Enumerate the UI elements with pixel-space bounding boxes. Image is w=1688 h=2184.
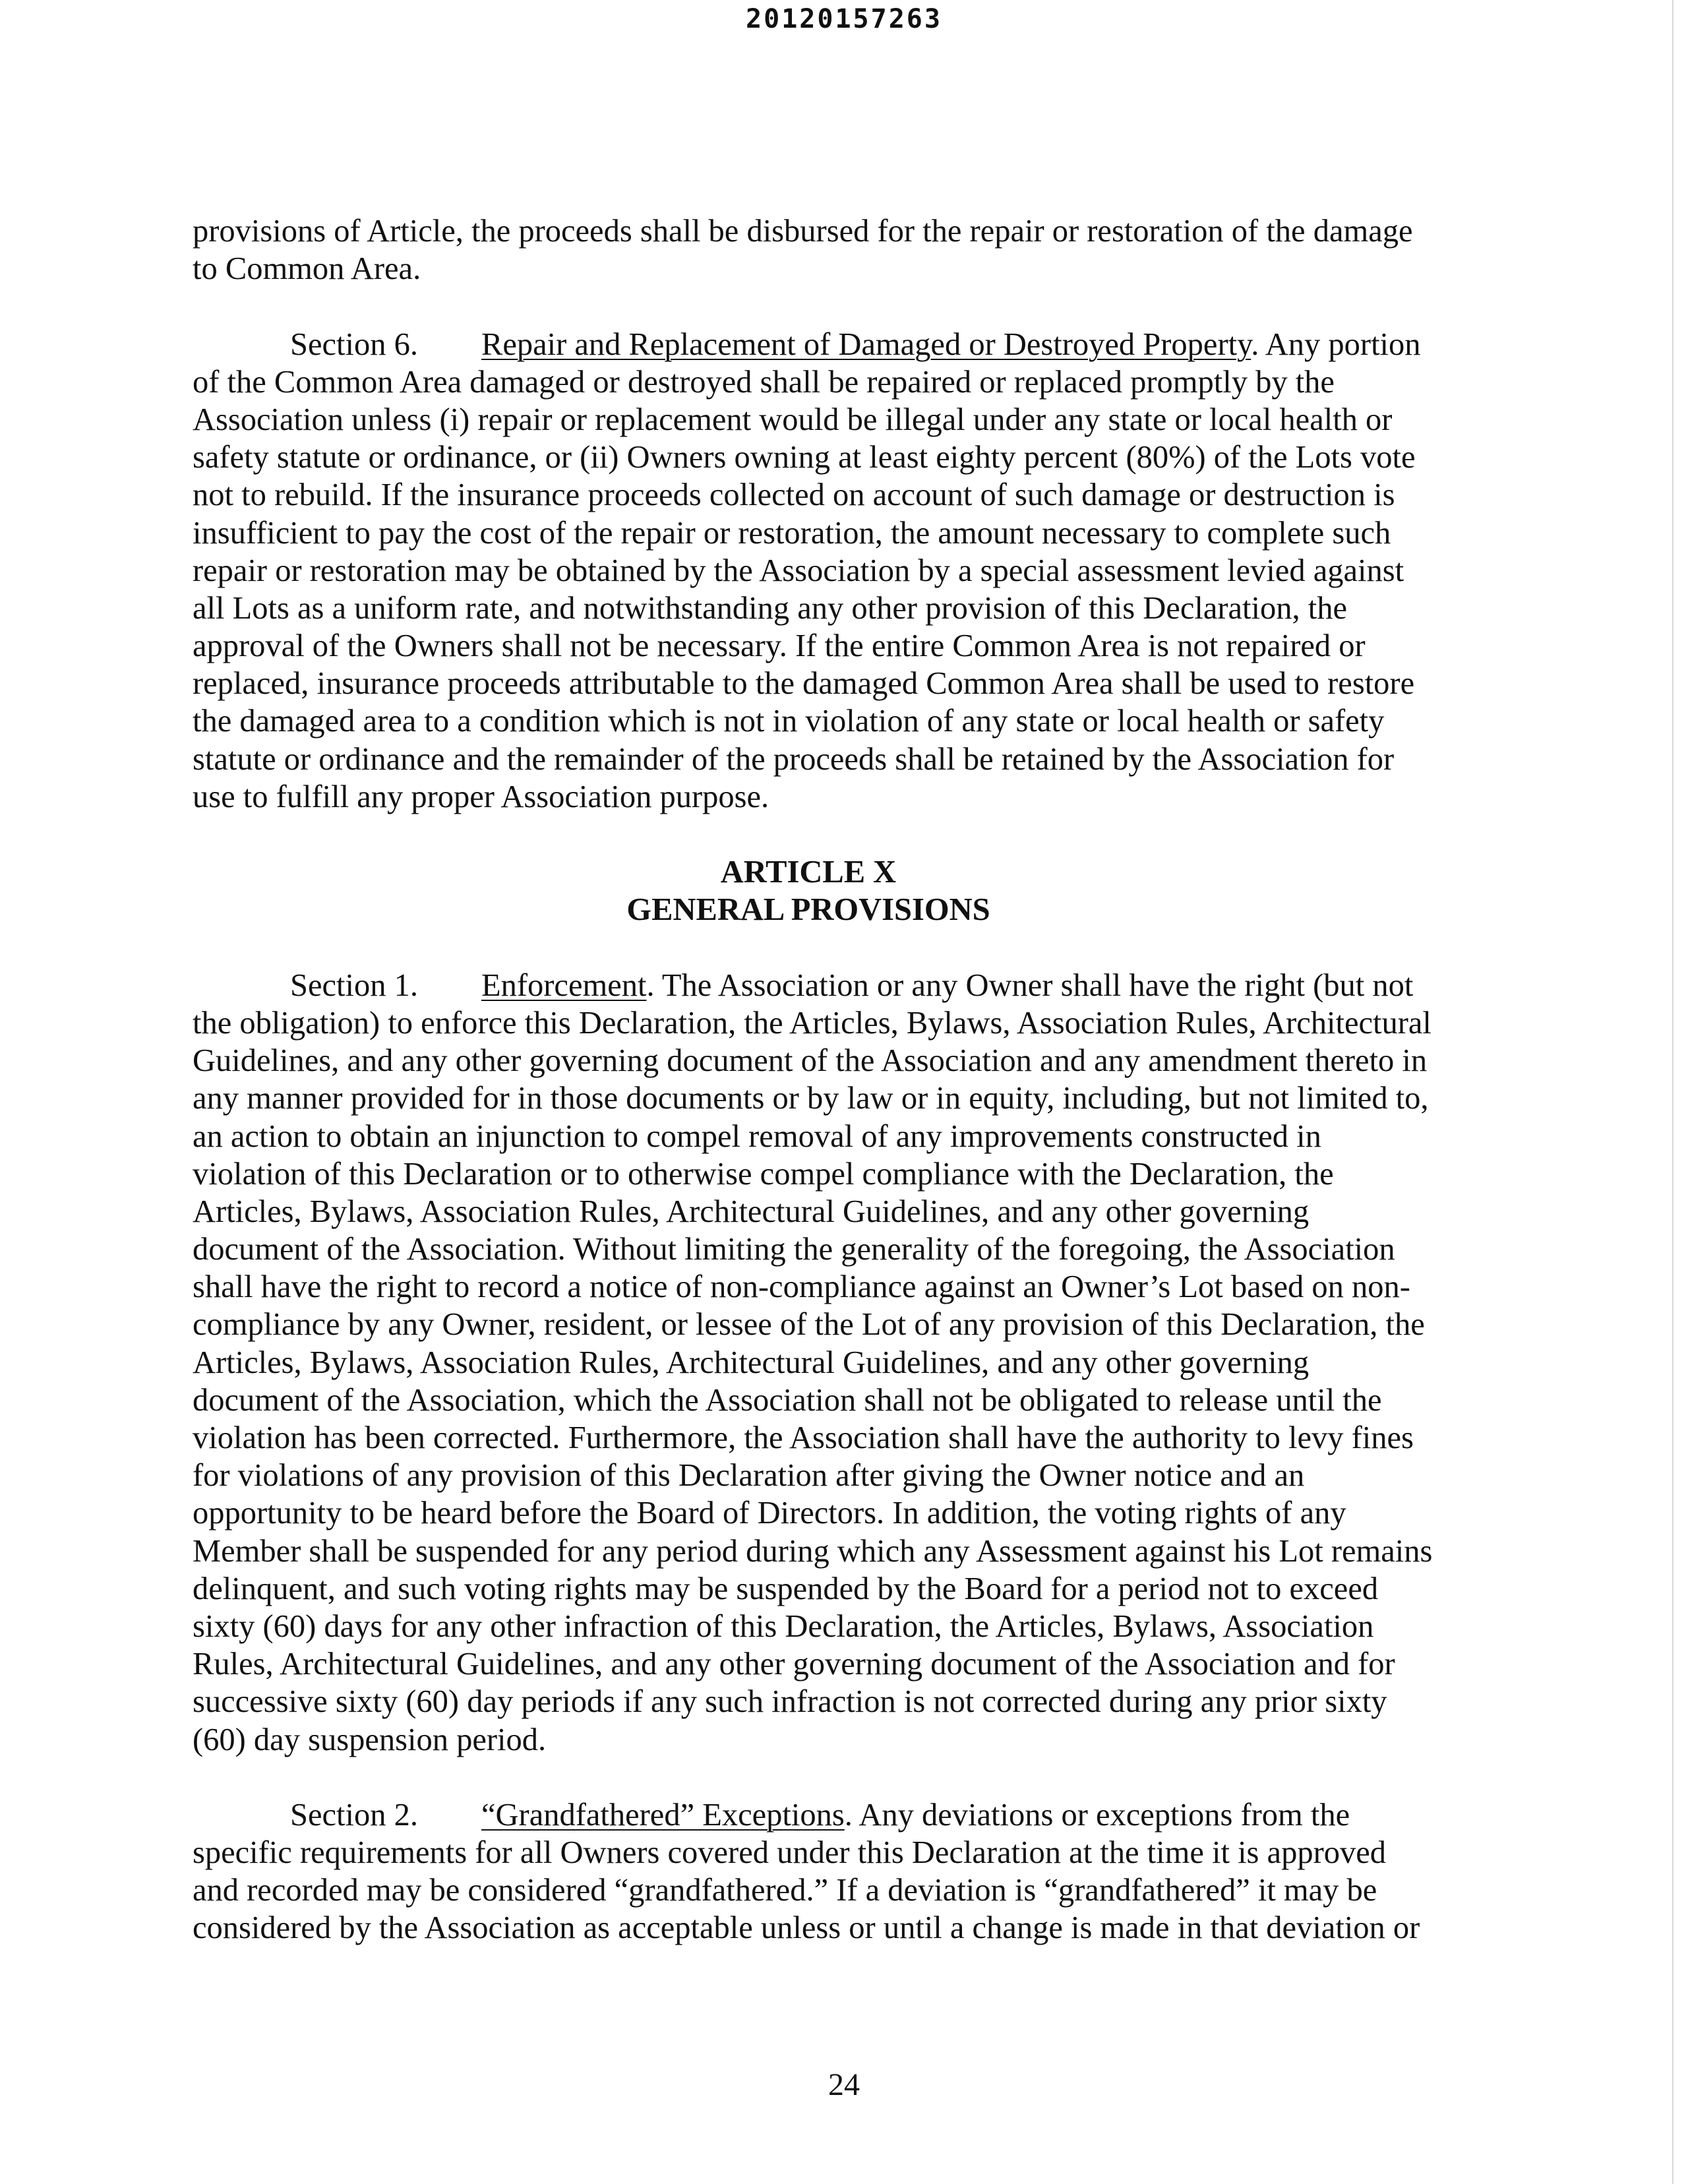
text-line: considered by the Association as acceptable unless or until a change is made in that deviation or bbox=[193, 1910, 1420, 1946]
page-number: 24 bbox=[828, 2067, 860, 2102]
section-6-title: Repair and Replacement of Damaged or Destroyed Property bbox=[481, 326, 1251, 362]
section-2-title: “Grandfathered” Exceptions bbox=[481, 1797, 845, 1833]
text-line: an action to obtain an injunction to compel removal of any improvements constructed in bbox=[193, 1118, 1321, 1154]
text-line: Member shall be suspended for any period during which any Assessment against his Lot remains bbox=[193, 1533, 1433, 1569]
text-line: compliance by any Owner, resident, or lessee of the Lot of any provision of this Declaration, the bbox=[193, 1307, 1425, 1343]
text-line: statute or ordinance and the remainder of the proceeds shall be retained by the Association for bbox=[193, 741, 1395, 777]
text-line: specific requirements for all Owners covered under this Declaration at the time it is approved bbox=[193, 1835, 1387, 1871]
section-1-label: Section 1. bbox=[290, 967, 418, 1003]
document-body bbox=[193, 212, 1511, 1947]
text-line: opportunity to be heard before the Board of Directors. In addition, the voting rights of any bbox=[193, 1496, 1346, 1531]
text-line: sixty (60) days for any other infraction of this Declaration, the Articles, Bylaws, Association bbox=[193, 1608, 1374, 1644]
text-line: (60) day suspension period. bbox=[193, 1722, 547, 1757]
text-line: not to rebuild. If the insurance proceeds collected on account of such damage or destruction is bbox=[193, 477, 1395, 513]
text-line: Association unless (i) repair or replacement would be illegal under any state or local health or bbox=[193, 402, 1393, 437]
text-line: Rules, Architectural Guidelines, and any other governing document of the Association and for bbox=[193, 1647, 1395, 1682]
text-line: shall have the right to record a notice of non-compliance against an Owner’s Lot based on non- bbox=[193, 1269, 1410, 1305]
text-line: any manner provided for in those documents or by law or in equity, including, but not limited to, bbox=[193, 1081, 1429, 1116]
text-line: safety statute or ordinance, or (ii) Owners owning at least eighty percent (80%) of the Lots vote bbox=[193, 440, 1416, 475]
text-line: repair or restoration may be obtained by the Association by a special assessment levied against bbox=[193, 553, 1404, 588]
text-line: violation has been corrected. Furthermore, the Association shall have the authority to levy fines bbox=[193, 1420, 1414, 1455]
text-line: of the Common Area damaged or destroyed shall be repaired or replaced promptly by the bbox=[193, 364, 1335, 400]
section-1-first-line-text: . The Association or any Owner shall have the right (but not bbox=[646, 967, 1414, 1003]
article-title: GENERAL PROVISIONS bbox=[626, 892, 990, 928]
section-6-paragraph bbox=[193, 326, 1511, 816]
section-2-first-line-text: . Any deviations or exceptions from the bbox=[844, 1797, 1350, 1833]
section-6-label: Section 6. bbox=[290, 326, 418, 362]
carryover-paragraph bbox=[193, 212, 1511, 288]
text-line: and recorded may be considered “grandfathered.” If a deviation is “grandfathered” it may be bbox=[193, 1873, 1377, 1908]
section-1-paragraph bbox=[193, 967, 1511, 1759]
text-line: delinquent, and such voting rights may be suspended by the Board for a period not to exceed bbox=[193, 1571, 1379, 1606]
text-line: insufficient to pay the cost of the repair or restoration, the amount necessary to complete such bbox=[193, 515, 1391, 551]
text-line: approval of the Owners shall not be necessary. If the entire Common Area is not repaired or bbox=[193, 628, 1366, 664]
text-line: all Lots as a uniform rate, and notwithstanding any other provision of this Declaration, the bbox=[193, 590, 1347, 626]
section-2-paragraph bbox=[193, 1796, 1511, 1947]
scan-edge-divider bbox=[1672, 0, 1673, 2184]
section-6-first-line-text: . Any portion bbox=[1251, 326, 1421, 362]
text-line: Articles, Bylaws, Association Rules, Architectural Guidelines, and any other governing bbox=[193, 1194, 1310, 1229]
section-1-first-line bbox=[193, 967, 1511, 1004]
text-line: violation of this Declaration or to otherwise compel compliance with the Declaration, the bbox=[193, 1156, 1334, 1192]
text-line: Articles, Bylaws, Association Rules, Architectural Guidelines, and any other governing bbox=[193, 1345, 1310, 1380]
section-2-first-line bbox=[193, 1796, 1511, 1834]
text-line: the damaged area to a condition which is not in violation of any state or local health or safety bbox=[193, 704, 1385, 739]
text-line: the obligation) to enforce this Declaration, the Articles, Bylaws, Association Rules, Architectural bbox=[193, 1005, 1432, 1041]
text-line: to Common Area. bbox=[193, 251, 421, 287]
article-number: ARTICLE X bbox=[720, 855, 897, 890]
section-2-label: Section 2. bbox=[290, 1797, 418, 1833]
section-1-title: Enforcement bbox=[481, 967, 647, 1003]
document-number: 20120157263 bbox=[746, 4, 942, 34]
text-line: successive sixty (60) day periods if any such infraction is not corrected during any prior sixty bbox=[193, 1684, 1387, 1720]
section-6-first-line bbox=[193, 326, 1511, 363]
text-line: for violations of any provision of this Declaration after giving the Owner notice and an bbox=[193, 1458, 1305, 1494]
text-line: provisions of Article, the proceeds shall be disbursed for the repair or restoration of the damage bbox=[193, 214, 1413, 249]
text-line: document of the Association, which the Association shall not be obligated to release until the bbox=[193, 1382, 1382, 1418]
text-line: Guidelines, and any other governing document of the Association and any amendment thereto in bbox=[193, 1043, 1428, 1079]
text-line: replaced, insurance proceeds attributable to the damaged Common Area shall be used to restore bbox=[193, 666, 1415, 702]
text-line: document of the Association. Without limiting the generality of the foregoing, the Association bbox=[193, 1232, 1395, 1267]
text-line: use to fulfill any proper Association purpose. bbox=[193, 779, 769, 814]
